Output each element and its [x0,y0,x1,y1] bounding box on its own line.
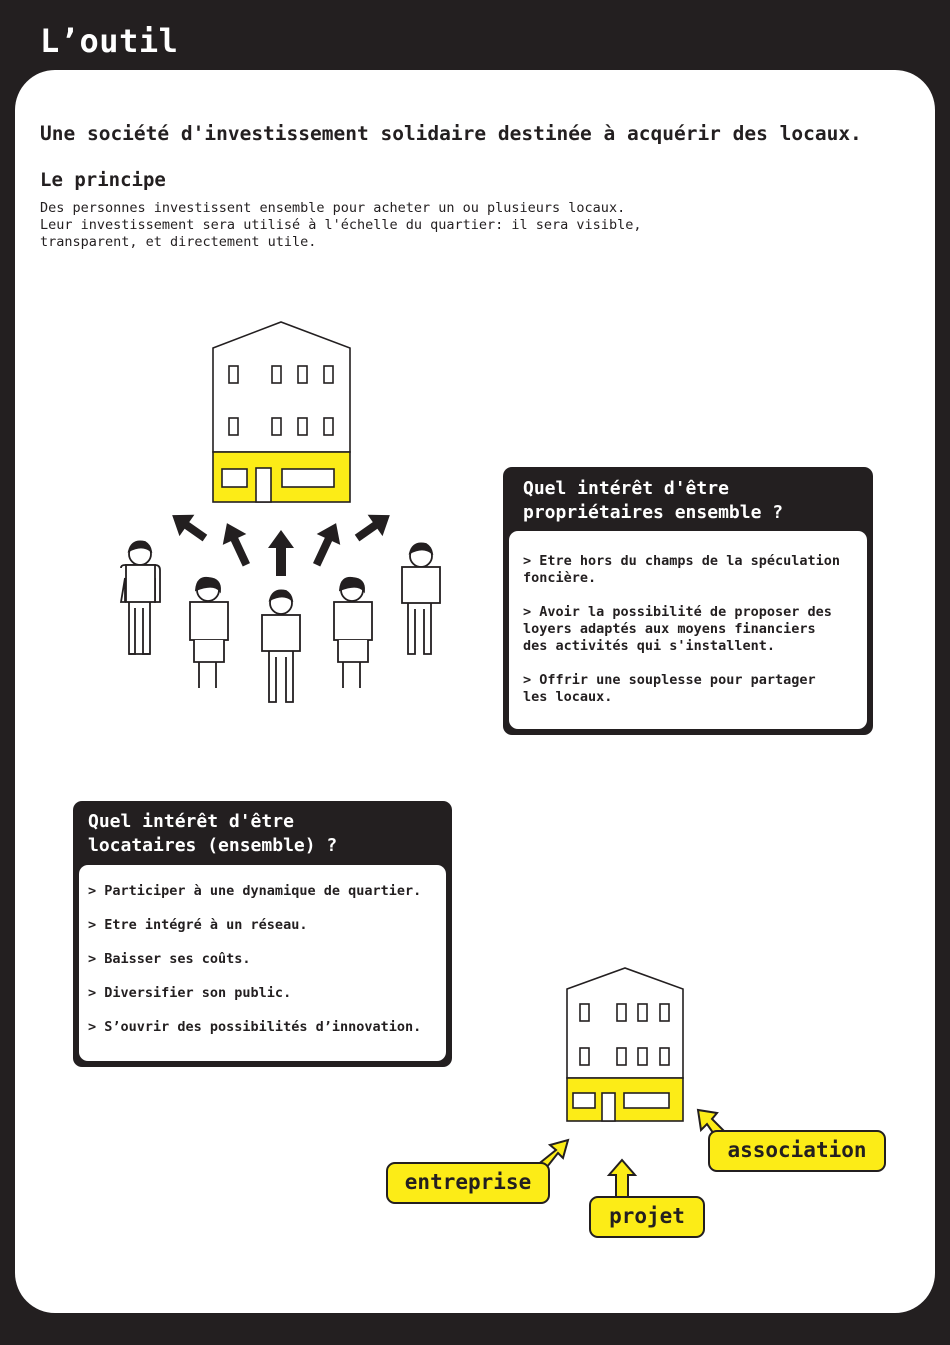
person-man-icon [121,541,160,654]
tenants-box-title [88,810,337,858]
tenants-title-line: Quel intérêt d'être [88,811,294,832]
owners-point-line: > Avoir la possibilité de proposer des [523,604,832,620]
principle-heading: Le principe [40,169,166,191]
owners-point-line: les locaux. [523,689,613,705]
building-illustration-top [213,322,350,502]
principle-line: Leur investissement sera utilisé à l'échelle du quartier: il sera visible, [40,217,642,233]
tag-entreprise: entreprise [386,1162,550,1204]
tag-association: association [708,1130,886,1172]
owners-point [523,672,816,706]
tenants-point: > S’ouvrir des possibilités d’innovation. [88,1019,422,1035]
owners-title-line: propriétaires ensemble ? [523,502,784,523]
owners-box-body [509,531,867,729]
owners-benefits-box [503,467,873,735]
intro-subtitle: Une société d'investissement solidaire destinée à acquérir des locaux. [40,122,862,145]
owners-point-line: > Offrir une souplesse pour partager [523,672,816,688]
owners-box-title [523,477,783,525]
owners-point-line: des activités qui s'installent. [523,638,775,654]
person-man-icon [402,543,440,654]
owners-title-line: Quel intérêt d'être [523,478,729,499]
owners-point-line: > Etre hors du champs de la spéculation [523,553,840,569]
page-title: L’outil [40,22,179,60]
owners-point-line: foncière. [523,570,597,586]
tenants-point: > Etre intégré à un réseau. [88,917,308,933]
owners-point [523,604,832,655]
tenants-point: > Baisser ses coûts. [88,951,251,967]
arrows-to-building [165,504,398,576]
tenants-box-body [79,865,446,1061]
tenants-point: > Participer à une dynamique de quartier. [88,883,422,899]
person-woman-icon [190,578,228,688]
arrow-projet-icon [609,1160,635,1200]
owners-point [523,553,840,587]
tag-projet: projet [589,1196,705,1238]
tag-arrows [536,1110,727,1200]
principle-line: Des personnes investissent ensemble pour acheter un ou plusieurs locaux. [40,200,626,216]
person-man-icon [262,590,300,702]
person-woman-icon [334,578,372,688]
tenants-title-line: locataires (ensemble) ? [88,835,338,856]
owners-point-line: loyers adaptés aux moyens financiers [523,621,816,637]
building-illustration-bottom [567,968,683,1121]
tenants-point: > Diversifier son public. [88,985,292,1001]
tenants-benefits-box [73,801,452,1067]
principle-line: transparent, et directement utile. [40,234,317,250]
